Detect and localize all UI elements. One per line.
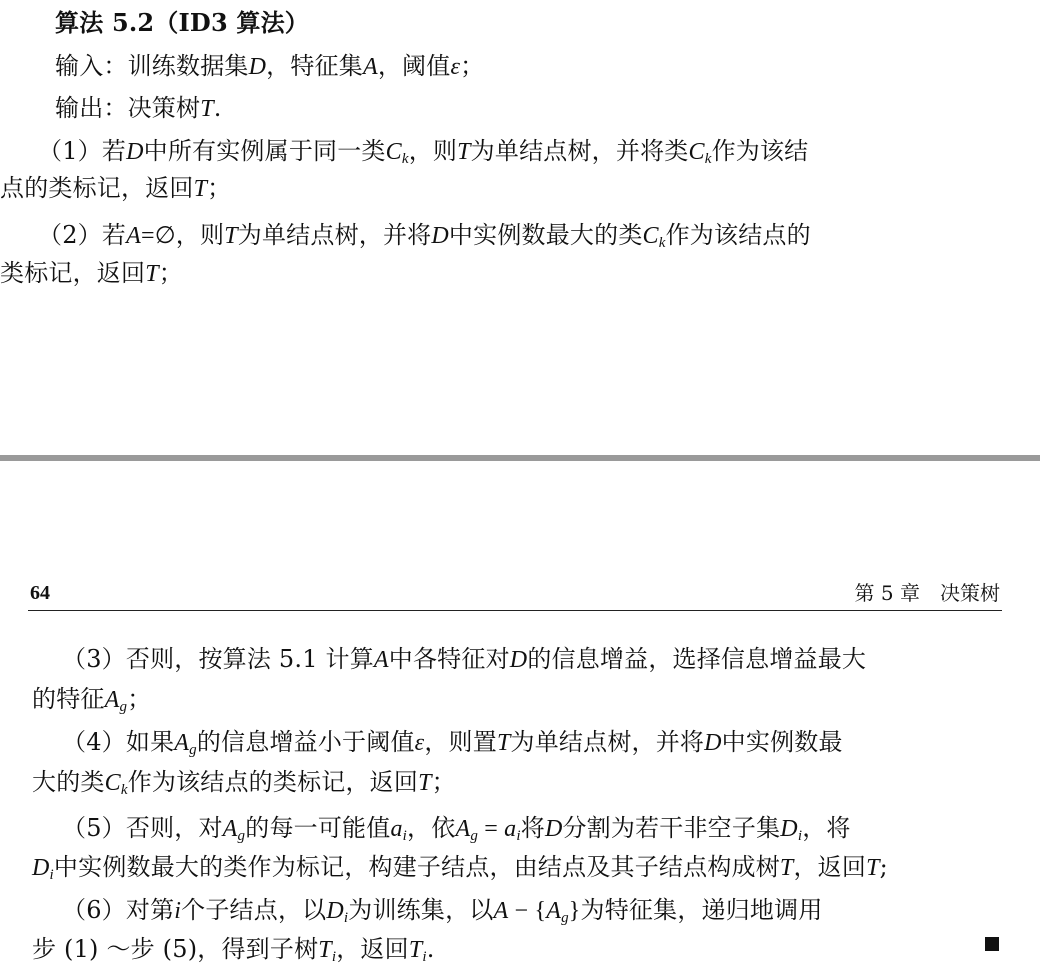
var-A: A [362, 54, 378, 80]
step-text: ； [431, 768, 456, 796]
var-ai: $a_i$ [504, 816, 521, 844]
var-D: D [704, 730, 722, 756]
page-number: 64 [30, 582, 50, 604]
step-text: 为训练集，以 [348, 896, 494, 924]
step-text: 将 [520, 814, 545, 842]
var-Di: $D_i$ [326, 898, 349, 926]
step-text: ； [158, 259, 183, 287]
step-text: 大的类 [32, 768, 105, 796]
step-text: （4）如果 [62, 728, 175, 756]
step-5-line-1 [62, 812, 851, 845]
var-ai: $a_i$ [390, 816, 408, 844]
var-D: D [431, 223, 449, 249]
step-text: 为单结点树，并将类 [470, 137, 689, 165]
var-Ck: $C_k$ [688, 139, 712, 167]
var-T: T [145, 261, 159, 287]
step-text: ; [879, 853, 888, 881]
step-5-line-2 [32, 851, 888, 884]
var-Ag: $A_g$ [222, 816, 246, 844]
var-A: A [493, 898, 509, 924]
algorithm-input [55, 50, 484, 83]
step-text: ，则 [408, 137, 458, 165]
step-text: ，依 [407, 814, 456, 842]
var-Ck: $C_k$ [642, 223, 666, 251]
step-text: 点的类标记，返回 [0, 174, 194, 202]
output-label: 输出： [55, 94, 128, 122]
step-6-line-2 [32, 933, 435, 966]
end-of-proof-square-icon [985, 937, 999, 951]
step-text: 中实例数最大的类作为标记，构建子结点，由结点及其子结点构成树 [53, 853, 780, 881]
step-text: 为单结点树，并将 [237, 221, 432, 249]
input-text: ，阈值 [377, 52, 451, 80]
var-T: T [193, 176, 208, 202]
var-Ck: $C_k$ [104, 770, 128, 798]
output-text: . [213, 94, 222, 122]
step-text: 的特征 [32, 685, 105, 713]
output-text: 决策树 [127, 94, 201, 122]
input-text: 训练数据集 [127, 52, 249, 80]
var-T: T [457, 139, 471, 165]
step-6-line-1 [62, 894, 823, 927]
var-T: T [866, 855, 880, 881]
var-A: A [126, 223, 141, 249]
running-header [28, 578, 1002, 611]
input-text: ，特征集 [266, 52, 363, 80]
var-Di: $D_i$ [32, 855, 54, 883]
step-text: ； [207, 174, 232, 202]
var-Ag: $A_g$ [174, 730, 197, 758]
close-brace: } [568, 898, 581, 924]
step-text: ； [127, 685, 152, 713]
page-bottom [0, 461, 1040, 969]
empty-set: =∅ [140, 223, 176, 249]
step-text: 的信息增益，选择信息增益最大 [527, 645, 867, 673]
var-T: T [224, 223, 238, 249]
step-text: 作为该结点的类标记，返回 [127, 768, 419, 796]
chapter-title: 第 5 章 决策树 [854, 581, 1000, 605]
var-T: T [496, 730, 511, 756]
var-D: D [126, 139, 144, 165]
step-text: 作为该结 [711, 137, 809, 165]
var-i: i [174, 898, 182, 924]
var-D: D [248, 54, 267, 80]
var-D: D [544, 816, 563, 842]
equals-sign: = [478, 816, 505, 842]
step-text: ，将 [802, 814, 851, 842]
step-text: 中所有实例属于同一类 [143, 137, 386, 165]
step-text: 的信息增益小于阈值 [196, 728, 415, 756]
step-text: ，则置 [424, 728, 497, 756]
var-Ag: $A_g$ [104, 687, 128, 715]
step-text: ，则 [175, 221, 225, 249]
step-text: 个子结点，以 [181, 896, 327, 924]
step-1-line-1 [38, 135, 808, 168]
algorithm-output [55, 92, 222, 125]
step-2-line-1 [38, 219, 811, 252]
step-1-line-2 [0, 172, 231, 205]
step-text: 为单结点树，并将 [510, 728, 705, 756]
step-text: 作为该结点的 [665, 221, 811, 249]
step-text: ，返回 [793, 853, 867, 881]
step-text: （1）若 [38, 137, 127, 165]
page-top-fragment [0, 0, 1040, 455]
var-Di: $D_i$ [780, 816, 803, 844]
step-text: 为特征集，递归地调用 [580, 896, 823, 924]
var-Ti: $T_i$ [318, 937, 337, 965]
input-text: ； [460, 52, 485, 80]
step-text: （2）若 [38, 221, 127, 249]
step-text: 中各特征对 [388, 645, 510, 673]
var-Ti: $T_i$ [408, 937, 427, 965]
step-text: （6）对第 [62, 896, 175, 924]
step-text: . [426, 935, 435, 963]
step-3-line-2 [32, 683, 151, 716]
var-D: D [509, 647, 528, 673]
var-T: T [418, 770, 432, 796]
step-text: 分割为若干非空子集 [562, 814, 781, 842]
step-text: 步 (1) ～步 (5)，得到子树 [32, 935, 319, 963]
step-text: （3）否则，按算法 5.1 计算 [62, 645, 374, 673]
step-4-line-2 [32, 766, 456, 799]
step-text: 的每一可能值 [245, 814, 391, 842]
step-text: （5）否则，对 [62, 814, 223, 842]
step-2-line-2 [0, 257, 183, 290]
var-Ag: $A_g$ [455, 816, 479, 844]
step-text: 中实例数最大的类 [448, 221, 643, 249]
step-3-line-1 [62, 643, 866, 676]
var-T: T [200, 96, 214, 122]
set-minus: − { [508, 898, 547, 924]
var-epsilon: ε [414, 730, 425, 756]
step-text: 类标记，返回 [0, 259, 146, 287]
var-Ag: $A_g$ [546, 898, 569, 926]
var-A: A [373, 647, 389, 673]
var-Ck: $C_k$ [385, 139, 409, 167]
var-epsilon: ε [450, 54, 461, 80]
var-T: T [779, 855, 794, 881]
step-text: ，返回 [336, 935, 409, 963]
input-label: 输入： [55, 52, 128, 80]
algorithm-title: 算法 5.2（ID3 算法） [55, 8, 310, 37]
step-text: 中实例数最 [721, 728, 843, 756]
step-4-line-1 [62, 726, 843, 759]
